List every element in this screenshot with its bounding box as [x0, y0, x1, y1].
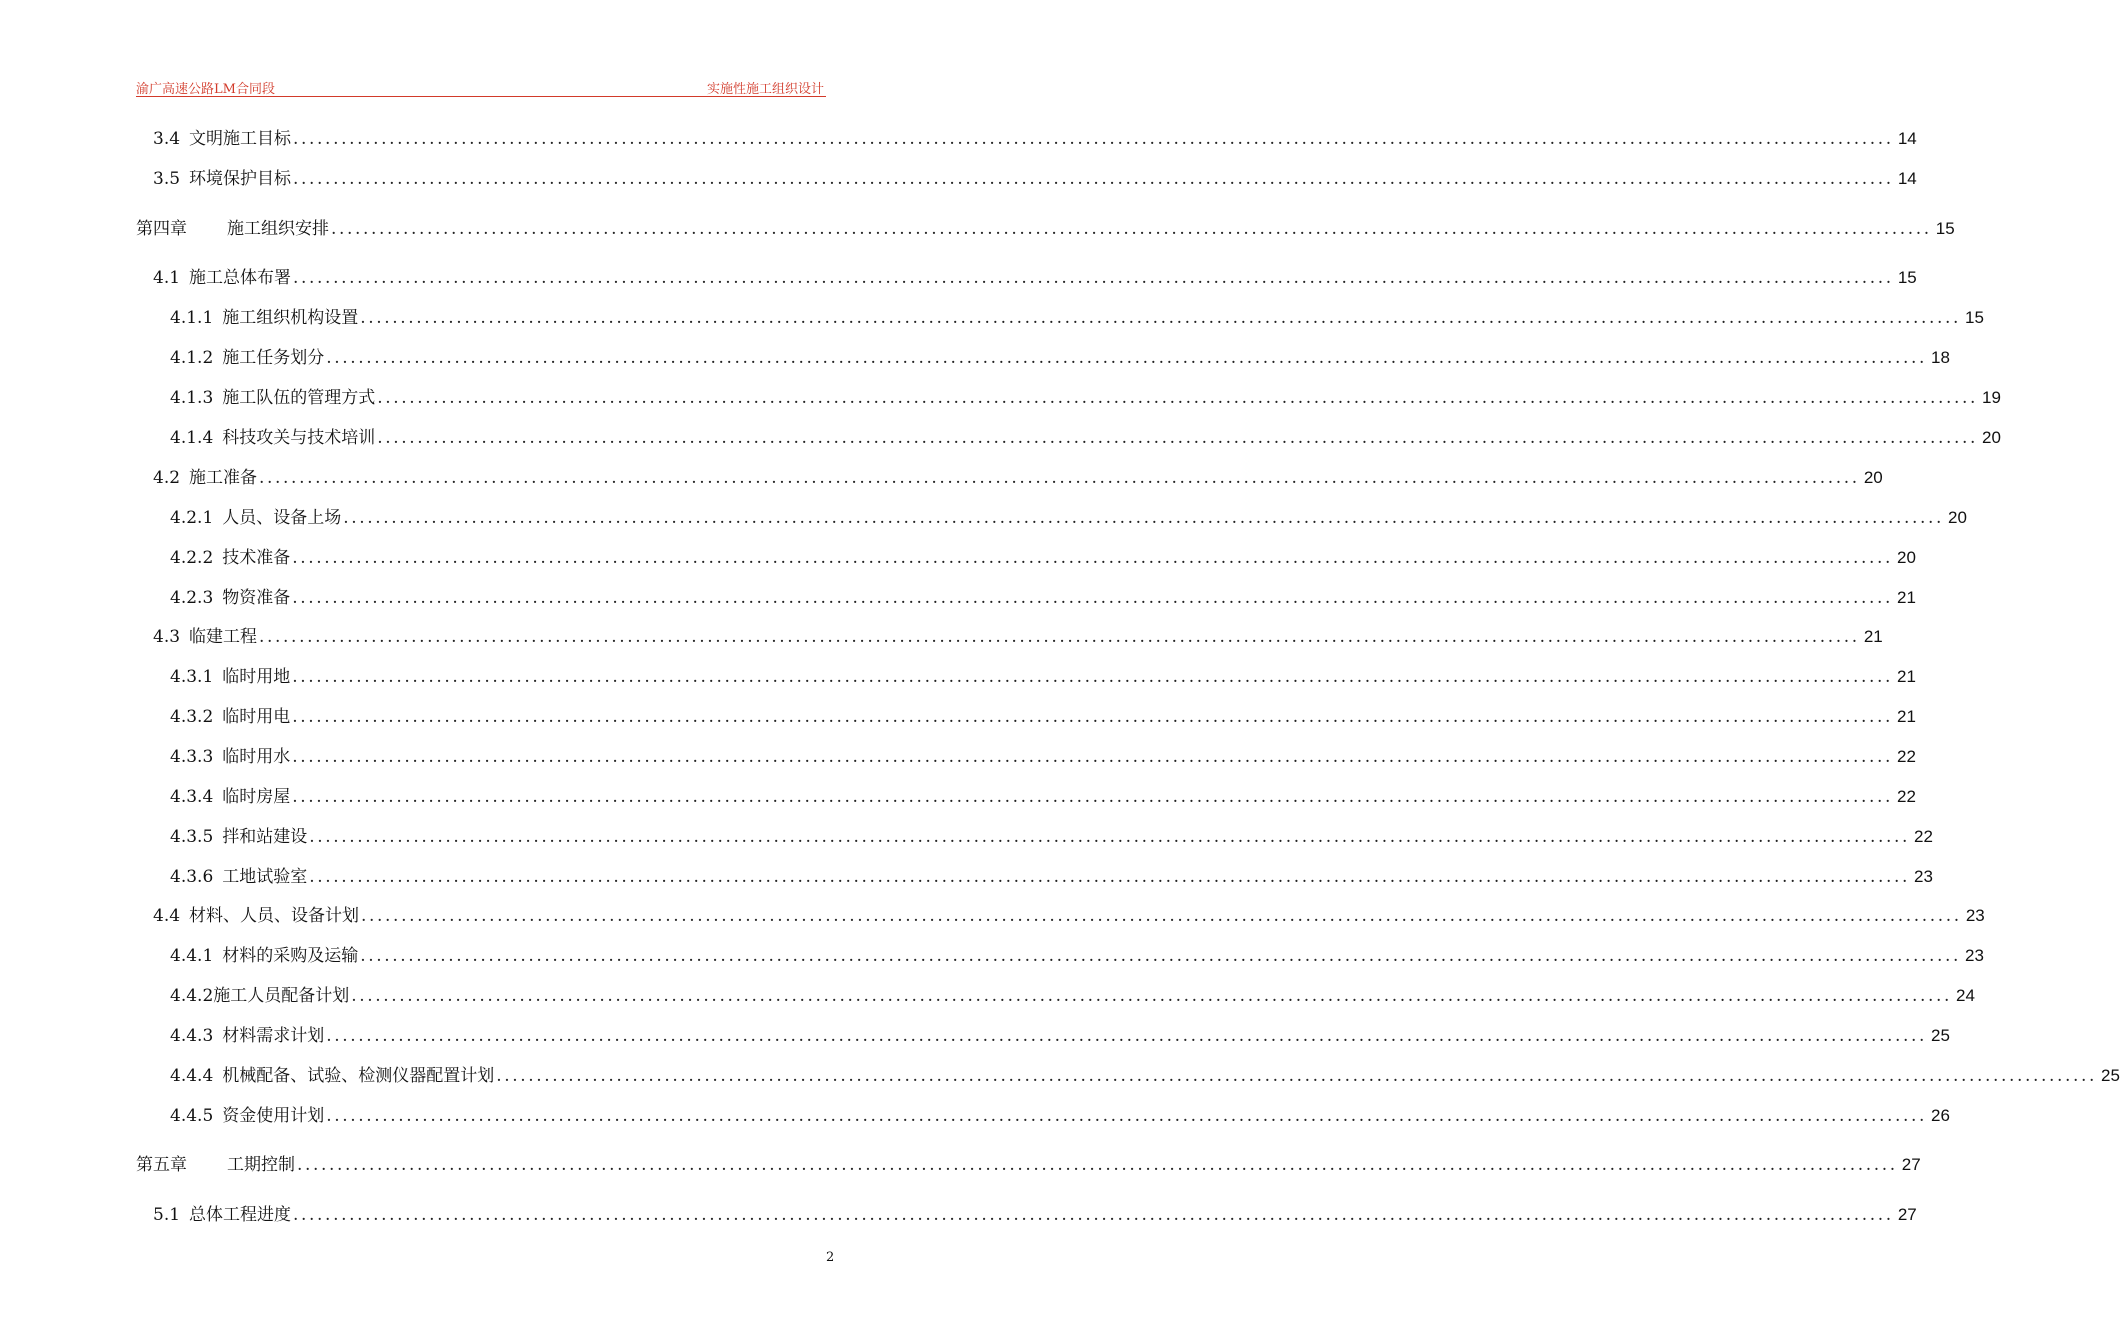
toc-entry-title: 工地试验室 — [222, 867, 308, 887]
toc-entry-title: 科技攻关与技术培训 — [222, 428, 376, 448]
toc-entry-page: 25 — [2101, 1066, 2120, 1085]
toc-dot-leader: ........................................................................................................................................................................................................ — [292, 787, 1894, 807]
toc-entry-number: 4.2.3 — [170, 588, 214, 608]
toc-entry-number: 4.3 — [153, 627, 181, 647]
toc-entry-page: 25 — [1931, 1026, 1950, 1045]
toc-entry-number: 4.2 — [153, 468, 181, 488]
toc-entry[interactable] — [170, 744, 1916, 770]
header-project-name: 渝广高速公路LM合同段 — [136, 82, 275, 97]
toc-entry-page: 27 — [1897, 1205, 1917, 1224]
toc-dot-leader: ........................................................................................................................................................................................................ — [293, 129, 1894, 149]
toc-entry-title: 物资准备 — [222, 588, 291, 608]
toc-dot-leader: ........................................................................................................................................................................................................ — [293, 268, 1894, 288]
toc-entry-title: 材料的采购及运输 — [222, 946, 359, 966]
toc-entry-page: 23 — [1965, 946, 1984, 965]
toc-entry-page: 15 — [1897, 268, 1917, 287]
toc-entry[interactable] — [136, 216, 1955, 242]
toc-entry-title: 临时用电 — [222, 707, 291, 727]
toc-entry-page: 15 — [1935, 219, 1955, 238]
toc-entry-title: 资金使用计划 — [222, 1106, 325, 1126]
toc-dot-leader: ........................................................................................................................................................................................................ — [292, 667, 1894, 687]
toc-entry-page: 21 — [1897, 667, 1916, 686]
toc-entry-title: 施工组织安排 — [227, 219, 329, 239]
toc-dot-leader: ........................................................................................................................................................................................................ — [326, 1106, 1928, 1126]
toc-entry[interactable] — [170, 704, 1916, 730]
toc-dot-leader: ........................................................................................................................................................................................................ — [292, 747, 1894, 767]
toc-entry-page: 23 — [1965, 906, 1985, 925]
toc-entry-title: 临时用地 — [222, 667, 291, 687]
toc-entry-title: 工期控制 — [227, 1155, 295, 1175]
toc-entry-number: 3.4 — [153, 129, 181, 149]
toc-entry[interactable] — [170, 505, 1967, 531]
toc-dot-leader: ........................................................................................................................................................................................................ — [326, 1026, 1928, 1046]
toc-entry-number: 4.3.3 — [170, 747, 214, 767]
toc-entry[interactable] — [136, 1152, 1921, 1178]
toc-entry[interactable] — [170, 345, 1950, 371]
toc-entry[interactable] — [170, 983, 1975, 1009]
toc-entry-page: 26 — [1931, 1106, 1950, 1125]
toc-entry-number: 4.3.1 — [170, 667, 214, 687]
toc-dot-leader: ........................................................................................................................................................................................................ — [309, 827, 1911, 847]
toc-entry-page: 20 — [1982, 428, 2001, 447]
toc-entry-number: 4.4.3 — [170, 1026, 214, 1046]
toc-dot-leader: ........................................................................................................................................................................................................ — [259, 627, 1860, 647]
toc-entry[interactable] — [170, 545, 1916, 571]
toc-entry[interactable] — [153, 1202, 1917, 1228]
toc-entry-title: 拌和站建设 — [222, 827, 308, 847]
header-document-title: 实施性施工组织设计 — [706, 82, 824, 97]
toc-dot-leader: ........................................................................................................................................................................................................ — [377, 428, 1979, 448]
toc-entry[interactable] — [153, 903, 1985, 929]
toc-entry-number: 第四章 — [136, 219, 187, 239]
toc-dot-leader: ........................................................................................................................................................................................................ — [351, 986, 1953, 1006]
toc-entry-number: 4.3.4 — [170, 787, 214, 807]
toc-dot-leader: ........................................................................................................................................................................................................ — [361, 906, 1962, 926]
toc-entry-title: 材料需求计划 — [222, 1026, 325, 1046]
toc-entry-number: 4.4.4 — [170, 1066, 214, 1086]
toc-entry-title: 技术准备 — [222, 548, 291, 568]
toc-entry-title: 材料、人员、设备计划 — [189, 906, 360, 926]
toc-entry[interactable] — [170, 864, 1933, 890]
toc-entry[interactable] — [153, 624, 1883, 650]
toc-entry-page: 19 — [1982, 388, 2001, 407]
toc-entry-page: 21 — [1897, 707, 1916, 726]
toc-entry-number: 4.2.2 — [170, 548, 214, 568]
toc-entry-number: 4.1 — [153, 268, 181, 288]
toc-dot-leader: ........................................................................................................................................................................................................ — [496, 1066, 2098, 1086]
toc-entry-page: 23 — [1914, 867, 1933, 886]
toc-entry[interactable] — [153, 265, 1917, 291]
toc-entry-title: 施工队伍的管理方式 — [222, 388, 376, 408]
toc-entry-title: 施工组织机构设置 — [222, 308, 359, 328]
toc-entry[interactable] — [170, 664, 1916, 690]
toc-entry-page: 21 — [1863, 627, 1883, 646]
toc-entry-page: 27 — [1901, 1155, 1921, 1174]
toc-entry-page: 22 — [1897, 747, 1916, 766]
toc-dot-leader: ........................................................................................................................................................................................................ — [293, 1205, 1894, 1225]
toc-entry[interactable] — [153, 166, 1917, 192]
toc-entry[interactable] — [170, 385, 2001, 411]
toc-entry-title: 临时用水 — [222, 747, 291, 767]
toc-entry[interactable] — [170, 1103, 1950, 1129]
toc-entry[interactable] — [170, 425, 2001, 451]
toc-dot-leader: ........................................................................................................................................................................................................ — [292, 548, 1894, 568]
toc-dot-leader: ........................................................................................................................................................................................................ — [377, 388, 1979, 408]
toc-entry[interactable] — [170, 784, 1916, 810]
toc-dot-leader: ........................................................................................................................................................................................................ — [331, 219, 1932, 239]
toc-entry[interactable] — [170, 943, 1984, 969]
toc-entry-page: 20 — [1948, 508, 1967, 527]
toc-entry-number: 3.5 — [153, 169, 181, 189]
toc-entry-number: 4.1.1 — [170, 308, 214, 328]
toc-entry-title: 施工总体布署 — [189, 268, 292, 288]
toc-entry-title: 临建工程 — [189, 627, 258, 647]
toc-entry[interactable] — [170, 1063, 2120, 1089]
page-number: 2 — [826, 1250, 835, 1265]
toc-dot-leader: ........................................................................................................................................................................................................ — [326, 348, 1928, 368]
toc-entry-title: 施工准备 — [189, 468, 258, 488]
toc-dot-leader: ........................................................................................................................................................................................................ — [309, 867, 1911, 887]
toc-entry-number: 4.4 — [153, 906, 181, 926]
toc-entry-number: 4.4.2 — [170, 986, 214, 1006]
toc-entry-page: 14 — [1897, 129, 1917, 148]
toc-entry-title: 施工人员配备计划 — [213, 986, 350, 1006]
toc-entry-number: 4.1.4 — [170, 428, 214, 448]
toc-dot-leader: ........................................................................................................................................................................................................ — [360, 946, 1962, 966]
toc-dot-leader: ........................................................................................................................................................................................................ — [292, 588, 1894, 608]
toc-entry-number: 5.1 — [153, 1205, 181, 1225]
toc-entry-title: 临时房屋 — [222, 787, 291, 807]
toc-entry-title: 文明施工目标 — [189, 129, 292, 149]
toc-entry-page: 22 — [1914, 827, 1933, 846]
toc-entry-title: 机械配备、试验、检测仪器配置计划 — [222, 1066, 495, 1086]
toc-entry-number: 4.4.5 — [170, 1106, 214, 1126]
toc-entry-number: 4.1.2 — [170, 348, 214, 368]
toc-entry-page: 24 — [1956, 986, 1975, 1005]
toc-entry-number: 4.3.2 — [170, 707, 214, 727]
toc-entry-title: 人员、设备上场 — [222, 508, 342, 528]
toc-entry[interactable] — [170, 1023, 1950, 1049]
toc-entry-number: 4.3.5 — [170, 827, 214, 847]
toc-entry-title: 施工任务划分 — [222, 348, 325, 368]
toc-entry-page: 22 — [1897, 787, 1916, 806]
toc-dot-leader: ........................................................................................................................................................................................................ — [259, 468, 1860, 488]
toc-dot-leader: ........................................................................................................................................................................................................ — [293, 169, 1894, 189]
toc-entry-number: 4.3.6 — [170, 867, 214, 887]
toc-entry[interactable] — [153, 126, 1917, 152]
toc-entry-title: 总体工程进度 — [189, 1205, 292, 1225]
toc-entry[interactable] — [170, 305, 1984, 331]
toc-entry-page: 18 — [1931, 348, 1950, 367]
toc-entry-title: 环境保护目标 — [189, 169, 292, 189]
toc-entry-page: 15 — [1965, 308, 1984, 327]
toc-entry-page: 20 — [1897, 548, 1916, 567]
toc-entry-number: 4.1.3 — [170, 388, 214, 408]
toc-entry[interactable] — [170, 585, 1916, 611]
toc-entry-number: 4.2.1 — [170, 508, 214, 528]
toc-dot-leader: ........................................................................................................................................................................................................ — [297, 1155, 1898, 1175]
toc-dot-leader: ........................................................................................................................................................................................................ — [360, 308, 1962, 328]
toc-entry[interactable] — [153, 465, 1883, 491]
toc-entry-number: 第五章 — [136, 1155, 187, 1175]
toc-entry-page: 14 — [1897, 169, 1917, 188]
toc-dot-leader: ........................................................................................................................................................................................................ — [292, 707, 1894, 727]
toc-entry-page: 21 — [1897, 588, 1916, 607]
toc-entry-page: 20 — [1863, 468, 1883, 487]
toc-dot-leader: ........................................................................................................................................................................................................ — [343, 508, 1945, 528]
toc-entry-number: 4.4.1 — [170, 946, 214, 966]
toc-entry[interactable] — [170, 824, 1933, 850]
